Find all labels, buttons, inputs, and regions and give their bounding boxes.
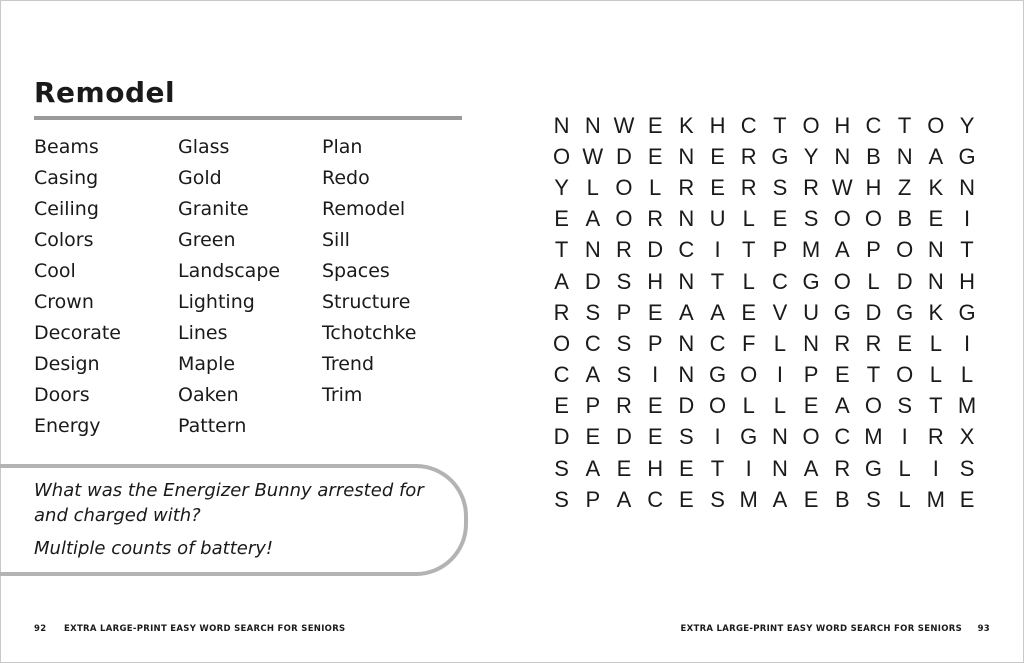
grid-letter[interactable]: O [553, 330, 571, 356]
grid-letter[interactable]: H [959, 268, 975, 294]
word-list-item: Ceiling [34, 198, 99, 220]
grid-letter[interactable]: I [714, 424, 721, 450]
grid-letter[interactable]: N [896, 143, 913, 169]
grid-letter[interactable]: O [833, 206, 851, 232]
grid-letter[interactable]: P [803, 362, 819, 388]
grid-letter[interactable]: K [928, 299, 944, 325]
word-list-item: Pattern [178, 415, 247, 437]
grid-letter[interactable]: R [834, 455, 851, 481]
grid-letter[interactable]: L [929, 330, 942, 356]
left-running-title: EXTRA LARGE-PRINT EASY WORD SEARCH FOR SENIORS [64, 624, 346, 634]
word-list-item: Lighting [178, 291, 255, 313]
grid-letter[interactable]: A [585, 206, 601, 232]
grid-letter[interactable]: E [554, 393, 569, 419]
grid-letter[interactable]: G [864, 455, 883, 481]
grid-letter[interactable]: E [710, 143, 725, 169]
word-list-item: Trend [322, 353, 374, 375]
grid-letter[interactable]: O [802, 112, 820, 138]
grid-letter[interactable]: N [771, 424, 788, 450]
grid-letter[interactable]: K [928, 174, 944, 200]
grid-letter[interactable]: C [678, 237, 695, 263]
grid-letter[interactable]: R [553, 299, 570, 325]
grid-letter[interactable]: M [801, 237, 821, 263]
grid-letter[interactable]: L [867, 268, 880, 294]
grid-letter[interactable]: T [897, 112, 912, 138]
grid-letter[interactable]: E [710, 174, 725, 200]
grid-letter[interactable]: R [616, 393, 632, 419]
word-list-item: Oaken [178, 384, 239, 406]
grid-letter[interactable]: G [958, 143, 976, 169]
grid-letter[interactable]: C [553, 362, 570, 388]
grid-letter[interactable]: I [714, 237, 721, 263]
grid-letter[interactable]: I [932, 455, 939, 481]
word-list-item: Lines [178, 322, 228, 344]
grid-letter[interactable]: O [896, 362, 914, 388]
grid-letter[interactable]: L [742, 268, 755, 294]
grid-letter[interactable]: N [771, 455, 788, 481]
joke-question: What was the Energizer Bunny arrested for and charged with? [34, 480, 424, 526]
grid-letter[interactable]: L [929, 362, 942, 388]
grid-letter[interactable]: N [927, 268, 944, 294]
grid-letter[interactable]: S [616, 362, 632, 388]
grid-letter[interactable]: I [963, 330, 971, 356]
word-list-item: Tchotchke [322, 322, 417, 344]
grid-letter[interactable]: D [616, 424, 632, 450]
right-running-title: EXTRA LARGE-PRINT EASY WORD SEARCH FOR SENIORS [680, 624, 962, 634]
letter-grid [546, 110, 983, 515]
grid-letter[interactable]: W [831, 174, 853, 200]
grid-letter[interactable]: G [802, 268, 820, 294]
grid-letter[interactable]: S [866, 486, 881, 512]
word-list-column-1 [34, 135, 121, 445]
grid-letter[interactable]: E [616, 455, 632, 481]
title-underline [34, 116, 462, 120]
grid-letter[interactable]: N [678, 362, 695, 388]
grid-letter[interactable]: U [803, 299, 820, 325]
grid-letter[interactable]: S [803, 206, 819, 232]
grid-letter[interactable]: X [959, 424, 975, 450]
grid-letter[interactable]: S [959, 455, 975, 481]
word-list-item: Design [34, 353, 100, 375]
grid-letter[interactable]: B [866, 143, 881, 169]
grid-letter[interactable]: N [584, 237, 601, 263]
grid-letter[interactable]: N [959, 174, 975, 200]
grid-letter[interactable]: B [834, 486, 850, 512]
grid-letter[interactable]: L [742, 206, 755, 232]
word-list-item: Glass [178, 136, 230, 158]
grid-letter[interactable]: A [803, 455, 819, 481]
grid-letter[interactable]: S [554, 455, 569, 481]
grid-letter[interactable]: E [585, 424, 601, 450]
grid-letter[interactable]: A [585, 362, 601, 388]
grid-letter[interactable]: C [740, 112, 757, 138]
word-list-column-2 [178, 135, 280, 445]
grid-letter[interactable]: D [896, 268, 913, 294]
grid-letter[interactable]: O [896, 237, 914, 263]
word-list-item: Doors [34, 384, 90, 406]
puzzle-title: Remodel [34, 76, 176, 109]
word-list-item: Structure [322, 291, 411, 313]
grid-letter[interactable]: C [865, 112, 882, 138]
grid-letter[interactable]: E [741, 299, 757, 325]
grid-letter[interactable]: N [803, 330, 820, 356]
grid-letter[interactable]: P [647, 330, 663, 356]
grid-letter[interactable]: C [584, 330, 601, 356]
grid-letter[interactable]: P [585, 486, 601, 512]
grid-letter[interactable]: O [864, 393, 883, 419]
grid-letter[interactable]: S [616, 268, 632, 294]
grid-letter[interactable]: O [740, 362, 758, 388]
grid-letter[interactable]: L [586, 174, 599, 200]
grid-letter[interactable]: E [803, 486, 819, 512]
grid-letter[interactable]: N [678, 143, 695, 169]
grid-letter[interactable]: R [678, 174, 695, 200]
grid-letter[interactable]: R [647, 206, 664, 232]
grid-letter[interactable]: N [678, 330, 695, 356]
grid-letter[interactable]: G [708, 362, 727, 388]
grid-letter[interactable]: S [554, 486, 569, 512]
grid-letter[interactable]: L [773, 330, 787, 356]
grid-letter[interactable]: A [554, 268, 569, 294]
grid-letter[interactable]: E [959, 486, 975, 512]
right-page-number: 93 [977, 624, 990, 634]
grid-letter[interactable]: W [613, 112, 635, 138]
grid-letter[interactable]: R [834, 330, 851, 356]
word-list-item: Maple [178, 353, 236, 375]
word-list-item: Plan [322, 136, 363, 158]
grid-letter[interactable]: N [678, 206, 695, 232]
word-list-item: Cool [34, 260, 76, 282]
grid-letter[interactable]: T [929, 393, 943, 419]
grid-letter[interactable]: G [958, 299, 976, 325]
grid-letter[interactable]: H [709, 112, 726, 138]
grid-letter[interactable]: L [898, 486, 911, 512]
word-list-column-3 [322, 135, 416, 414]
grid-letter[interactable]: L [649, 174, 662, 200]
grid-letter[interactable]: Y [554, 174, 569, 200]
grid-letter[interactable]: S [772, 174, 788, 200]
word-list-item: Landscape [178, 260, 281, 282]
grid-letter[interactable]: S [679, 424, 694, 450]
grid-letter[interactable]: I [901, 424, 908, 450]
word-list-item: Energy [34, 415, 101, 437]
grid-letter[interactable]: R [803, 174, 820, 200]
grid-letter[interactable]: P [616, 299, 632, 325]
grid-letter[interactable]: M [926, 486, 945, 512]
grid-letter[interactable]: T [710, 268, 725, 294]
word-list-item: Trim [322, 384, 363, 406]
grid-letter[interactable]: E [554, 206, 569, 232]
word-list-item: Beams [34, 136, 99, 158]
grid-letter[interactable]: L [960, 362, 974, 388]
grid-letter[interactable]: L [742, 393, 755, 419]
left-page-number: 92 [34, 624, 47, 634]
grid-letter[interactable]: L [773, 393, 787, 419]
word-list-item: Gold [178, 167, 222, 189]
grid-letter[interactable]: S [616, 330, 632, 356]
grid-letter[interactable]: O [615, 174, 633, 200]
grid-letter[interactable]: T [554, 237, 569, 263]
word-list-item: Redo [322, 167, 370, 189]
grid-letter[interactable]: I [963, 206, 971, 232]
grid-letter[interactable]: A [834, 237, 850, 263]
grid-letter[interactable]: R [740, 143, 757, 169]
grid-letter[interactable]: E [834, 362, 850, 388]
grid-letter[interactable]: E [928, 206, 944, 232]
grid-letter[interactable]: H [834, 112, 851, 138]
grid-letter[interactable]: N [553, 112, 570, 138]
grid-letter[interactable]: V [772, 299, 788, 325]
grid-letter[interactable]: F [741, 330, 756, 356]
grid-letter[interactable]: N [834, 143, 851, 169]
grid-letter[interactable]: G [740, 424, 758, 450]
grid-letter[interactable]: R [927, 424, 944, 450]
grid-letter[interactable]: Y [959, 112, 975, 138]
grid-letter[interactable]: M [739, 486, 758, 512]
grid-letter[interactable]: O [864, 206, 883, 232]
grid-letter[interactable]: R [740, 174, 757, 200]
grid-letter[interactable]: S [585, 299, 601, 325]
grid-letter[interactable]: D [553, 424, 570, 450]
grid-letter[interactable]: A [834, 393, 850, 419]
grid-letter[interactable]: M [864, 424, 883, 450]
word-list-item: Spaces [322, 260, 390, 282]
grid-letter[interactable]: A [585, 455, 601, 481]
grid-letter[interactable]: A [928, 143, 944, 169]
grid-letter[interactable]: C [709, 330, 726, 356]
joke-answer: Multiple counts of battery! [34, 538, 274, 559]
grid-letter[interactable]: O [708, 393, 727, 419]
word-list-item: Green [178, 229, 236, 251]
grid-letter[interactable]: T [710, 455, 725, 481]
grid-letter[interactable]: T [773, 112, 787, 138]
grid-letter[interactable]: W [582, 143, 604, 169]
grid-letter[interactable]: R [616, 237, 632, 263]
grid-letter[interactable]: I [652, 362, 659, 388]
grid-letter[interactable]: N [678, 268, 695, 294]
grid-letter[interactable]: O [927, 112, 945, 138]
word-list-item: Granite [178, 198, 249, 220]
grid-letter[interactable]: G [896, 299, 914, 325]
grid-letter[interactable]: T [741, 237, 756, 263]
word-list-item: Decorate [34, 322, 121, 344]
grid-letter[interactable]: A [772, 486, 788, 512]
word-list-item: Remodel [322, 198, 406, 220]
grid-letter[interactable]: E [679, 486, 694, 512]
grid-letter[interactable]: O [615, 206, 633, 232]
grid-letter[interactable]: H [865, 174, 882, 200]
grid-letter[interactable]: E [772, 206, 788, 232]
grid-letter[interactable]: B [897, 206, 912, 232]
grid-letter[interactable]: S [897, 393, 912, 419]
grid-letter[interactable]: D [678, 393, 695, 419]
grid-letter[interactable]: D [584, 268, 601, 294]
grid-letter[interactable]: C [771, 268, 788, 294]
grid-letter[interactable]: D [647, 237, 664, 263]
grid-letter[interactable]: H [647, 455, 664, 481]
word-list-item: Sill [322, 229, 350, 251]
grid-letter[interactable]: E [897, 330, 912, 356]
grid-letter[interactable]: E [647, 393, 663, 419]
grid-letter[interactable]: U [709, 206, 726, 232]
grid-letter[interactable]: C [834, 424, 851, 450]
grid-letter[interactable]: N [584, 112, 601, 138]
word-list-item: Crown [34, 291, 94, 313]
grid-letter[interactable]: G [771, 143, 789, 169]
grid-letter[interactable]: D [616, 143, 632, 169]
grid-letter[interactable]: O [833, 268, 851, 294]
grid-letter[interactable]: O [802, 424, 820, 450]
grid-letter[interactable]: A [616, 486, 632, 512]
word-list-item: Casing [34, 167, 99, 189]
grid-letter[interactable]: H [647, 268, 664, 294]
grid-letter[interactable]: E [679, 455, 694, 481]
grid-letter[interactable]: P [585, 393, 601, 419]
grid-letter[interactable]: E [803, 393, 819, 419]
grid-letter[interactable]: C [647, 486, 664, 512]
grid-letter[interactable]: S [710, 486, 725, 512]
grid-letter[interactable]: P [772, 237, 788, 263]
grid-letter[interactable]: O [553, 143, 571, 169]
grid-letter[interactable]: N [927, 237, 944, 263]
grid-letter[interactable]: I [776, 362, 783, 388]
grid-letter[interactable]: P [866, 237, 881, 263]
grid-letter[interactable]: E [647, 299, 663, 325]
grid-letter[interactable]: E [647, 143, 663, 169]
grid-letter[interactable]: K [679, 112, 694, 138]
grid-letter[interactable]: Y [803, 143, 819, 169]
grid-letter[interactable]: E [647, 112, 663, 138]
grid-letter[interactable]: M [957, 393, 977, 419]
word-list-item: Colors [34, 229, 94, 251]
grid-letter[interactable]: D [865, 299, 882, 325]
grid-letter[interactable]: A [710, 299, 725, 325]
grid-letter[interactable]: A [679, 299, 694, 325]
grid-letter[interactable]: L [898, 455, 911, 481]
grid-letter[interactable]: T [866, 362, 881, 388]
grid-letter[interactable]: Z [897, 174, 912, 200]
grid-letter[interactable]: T [960, 237, 974, 263]
grid-letter[interactable]: G [833, 299, 851, 325]
grid-letter[interactable]: E [647, 424, 663, 450]
grid-letter[interactable]: I [745, 455, 752, 481]
grid-letter[interactable]: R [865, 330, 882, 356]
